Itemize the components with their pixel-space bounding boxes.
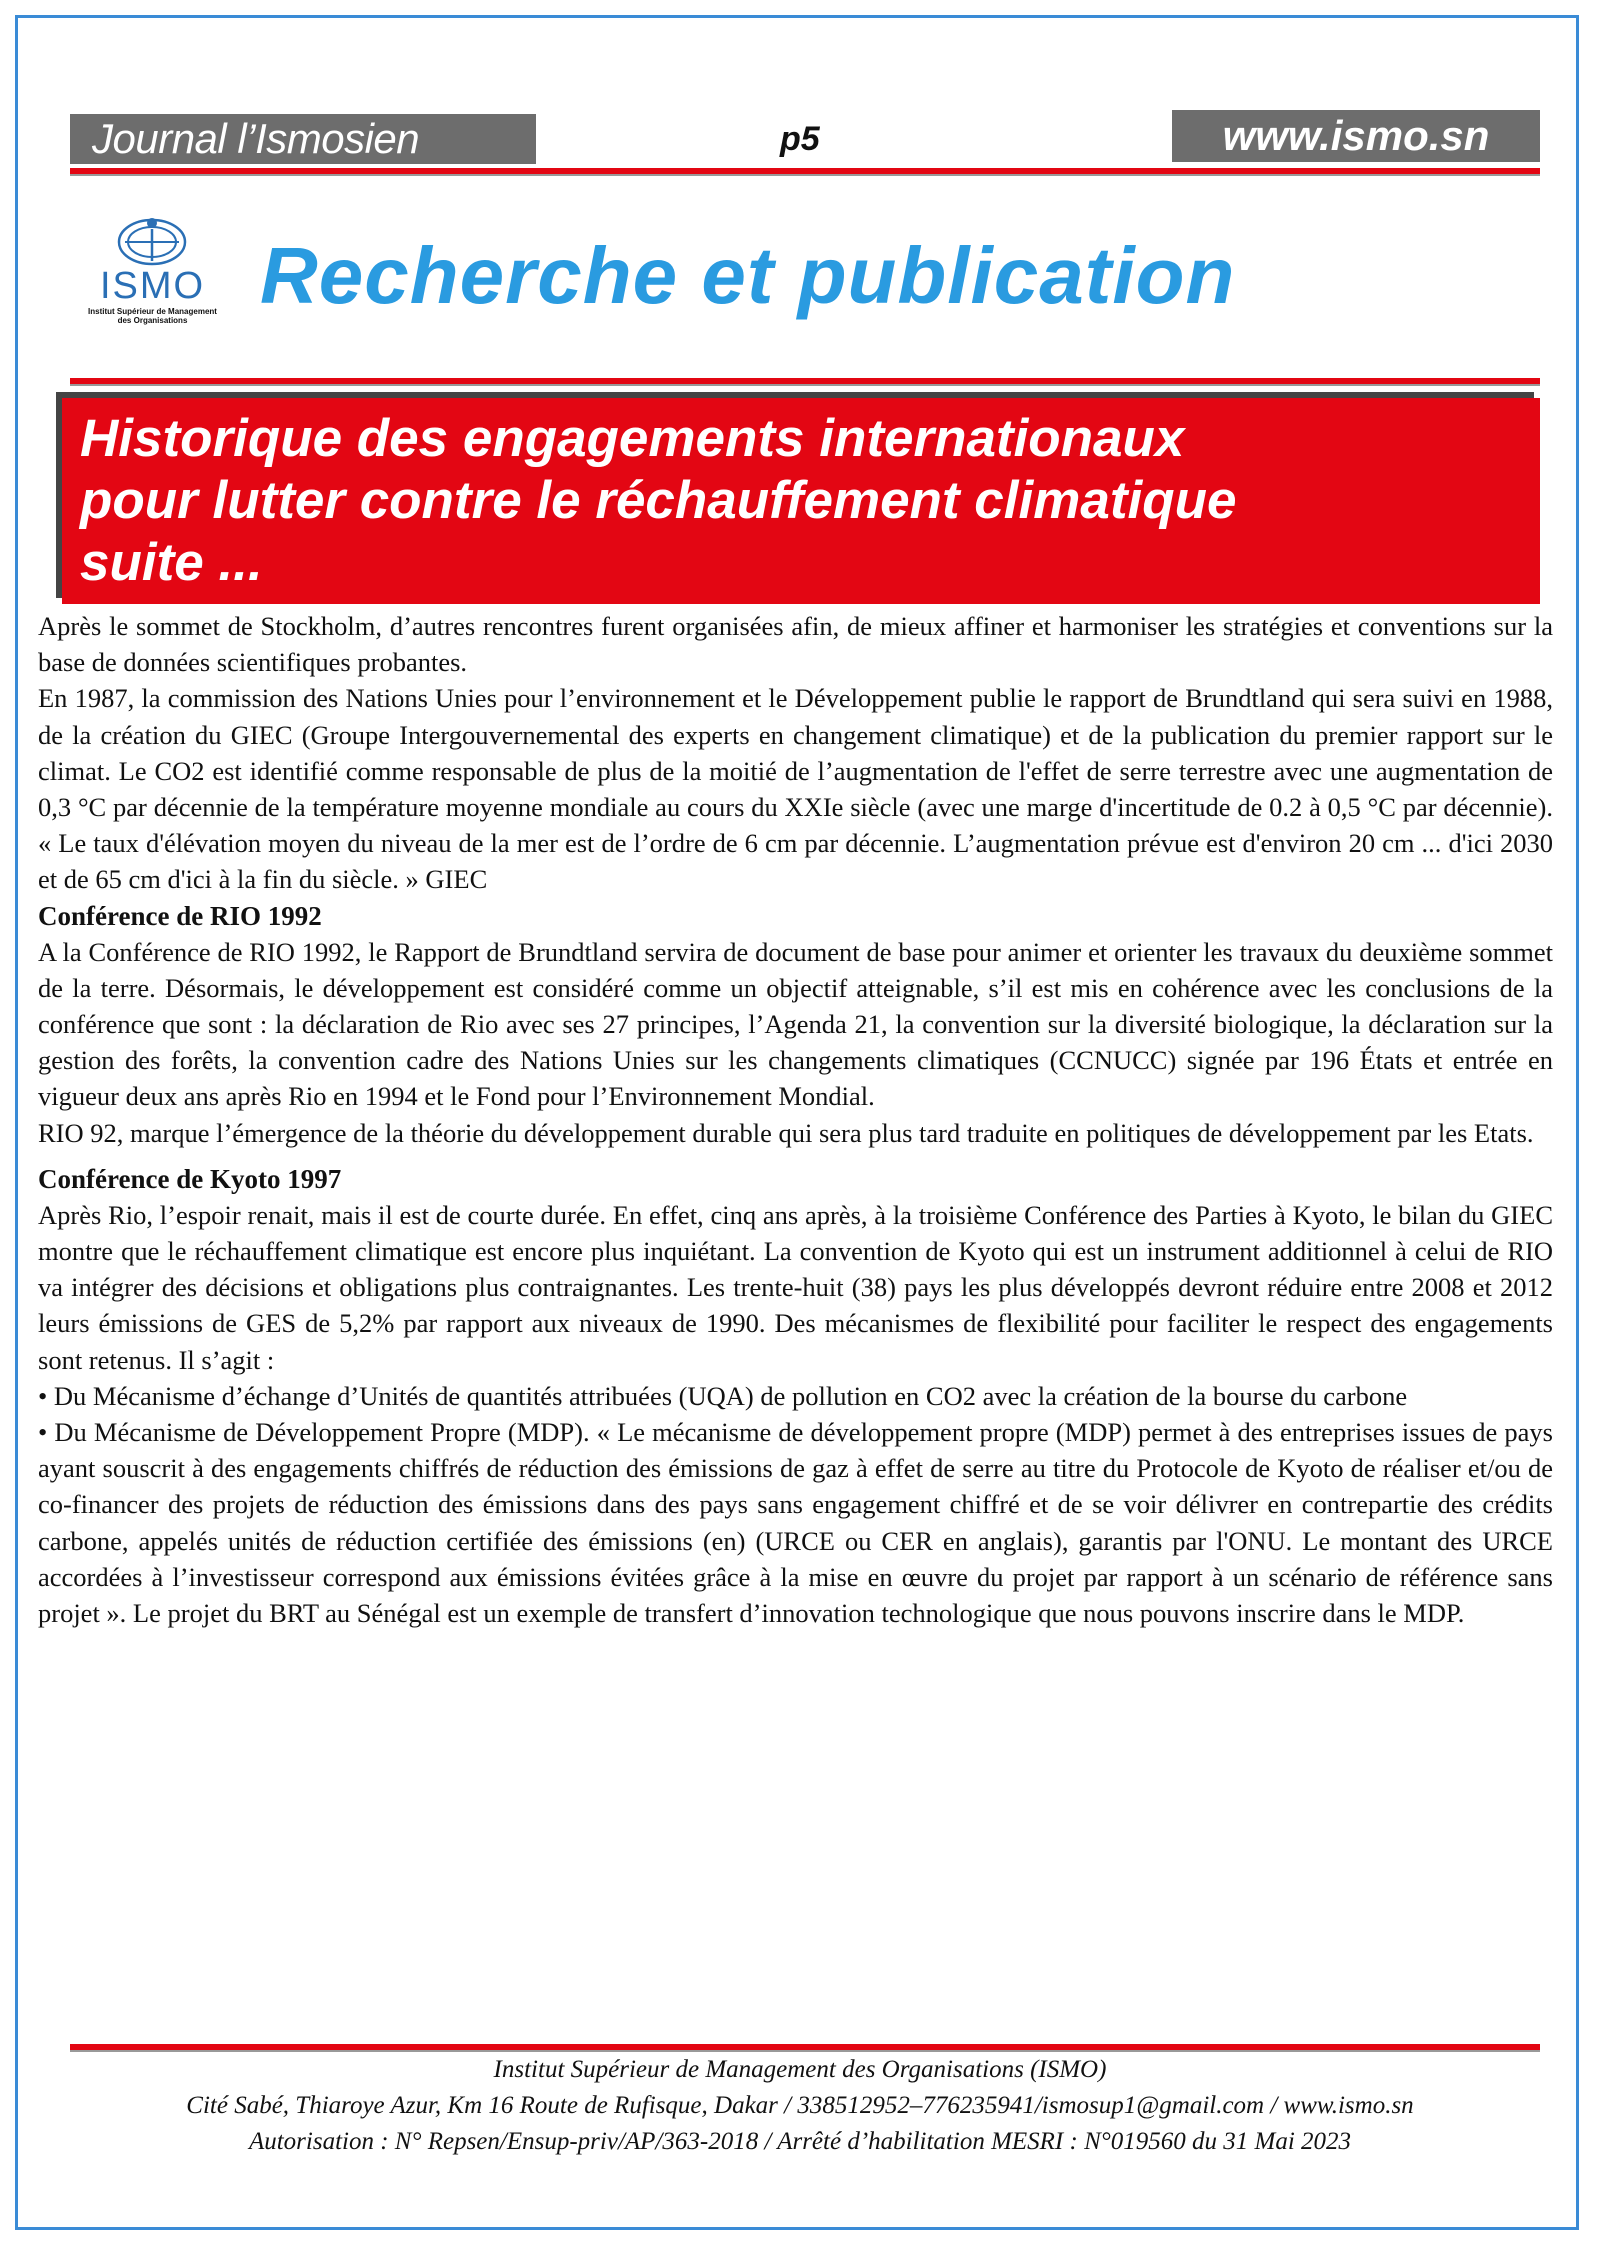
title-line-1: Historique des engagements internationaux [80, 409, 1185, 468]
footer-institution: Institut Supérieur de Management des Organisations (ISMO) [493, 2056, 1107, 2083]
rio-paragraph-2: RIO 92, marque l’émergence de la théorie du développement durable qui sera plus tard traduite en politiques de développement par les Etats. [38, 1117, 1534, 1148]
page-number: p5 [780, 120, 820, 158]
intro-paragraph-1: Après le sommet de Stockholm, d’autres rencontres furent organisées afin, de mieux affiner et harmoniser les stratégies et conventions sur la base de données scientifiques probantes. [38, 611, 1553, 678]
logo-subtitle [80, 307, 225, 325]
intro-paragraph-2: En 1987, la commission des Nations Unies pour l’environnement et le Développement publie le rapport de Brundtland qui sera suivi en 1988, de la création du GIEC (Groupe Intergouvernemental des experts en changement climatique) et de la publication du premier rapport sur le climat. Le CO2 est identifié comme responsable de plus de la moitié de l’augmentation de l'effet de serre terrestre avec une augmentation de 0,3 °C par décennie de la température moyenne mondiale au cours du XXIe siècle (avec une marge d'incertitude de 0.2 à 0,5 °C par décennie). « Le taux d'élévation moyen du niveau de la mer est de l’ordre de 6 cm par décennie. L’augmentation prévue est d'environ 20 cm ... d'ici 2030 et de 65 cm d'ici à la fin du siècle. » GIEC [38, 683, 1553, 895]
article-body [38, 608, 1553, 1631]
logo-subtitle-line-1: Institut Supérieur de Management [88, 307, 217, 316]
article-title [62, 398, 1540, 604]
section-title: Recherche et publication [260, 231, 1236, 320]
logo-text: ISMO [99, 265, 206, 307]
header-divider [70, 168, 1540, 176]
logo-subtitle-line-2: des Organisations [117, 316, 188, 325]
section-divider [70, 378, 1540, 386]
footer-authorization: Autorisation : N° Repsen/Ensup-priv/AP/363-2018 / Arrêté d’habilitation MESRI : N°019560 du 31 Mai 2023 [248, 2128, 1352, 2155]
rio-paragraph-1: A la Conférence de RIO 1992, le Rapport de Brundtland servira de document de base pour animer et orienter les travaux du deuxième sommet de la terre. Désormais, le développement est considéré comme un objectif atteignable, s’il est mis en cohérence avec les conclusions de la conférence que sont : la déclaration de Rio avec ses 27 principes, l’Agenda 21, la convention sur la diversité biologique, la déclaration sur la gestion des forêts, la convention cadre des Nations Unies sur les changements climatiques (CCNUCC) signée par 196 États et entrée en vigueur deux ans après Rio en 1994 et le Fond pour l’Environnement Mondial. [38, 936, 1553, 1112]
journal-name: Journal l’Ismosien [70, 114, 536, 164]
title-line-2: pour lutter contre le réchauffement climatique [80, 471, 1237, 530]
kyoto-paragraph: Après Rio, l’espoir renait, mais il est de courte durée. En effet, cinq ans après, à la troisième Conférence des Parties à Kyoto, le bilan du GIEC montre que le réchauffement climatique est encore plus inquiétant. La convention de Kyoto qui est un instrument additionnel à celui de RIO va intégrer des décisions et obligations plus contraignantes. Les trente-huit (38) pays les plus développés devront réduire entre 2008 et 2012 leurs émissions de GES de 5,2% par rapport aux niveaux de 1990. Des mécanismes de flexibilité pour faciliter le respect des engagements sont retenus. Il s’agit : [38, 1199, 1553, 1375]
website-link[interactable]: www.ismo.sn [1172, 110, 1540, 162]
rio-heading: Conférence de RIO 1992 [38, 900, 322, 931]
ismo-logo [80, 215, 225, 325]
footer [0, 2052, 1600, 2160]
title-line-3: suite ... [80, 533, 263, 592]
footer-divider [70, 2044, 1540, 2052]
kyoto-heading: Conférence de Kyoto 1997 [38, 1163, 342, 1194]
globe-icon [115, 215, 190, 267]
kyoto-bullet-2: • Du Mécanisme de Développement Propre (MDP). « Le mécanisme de développement propre (MDP) permet à des entreprises issues de pays ayant souscrit à des engagements chiffrés de réduction des émissions de gaz à effet de serre au titre du Protocole de Kyoto de réaliser et/ou de co-financer des projets de réduction des émissions dans des pays sans engagement chiffré et de se voir délivrer en contrepartie des crédits carbone, appelés unités de réduction certifiée des émissions (en) (URCE ou CER en anglais), garantis par l'ONU. Le montant des URCE accordées à l’investisseur correspond aux émissions évitées grâce à la mise en œuvre du projet par rapport à un scénario de référence sans projet ». Le projet du BRT au Sénégal est un exemple de transfert d’innovation technologique que nous pouvons inscrire dans le MDP. [38, 1417, 1553, 1629]
kyoto-bullet-1: • Du Mécanisme d’échange d’Unités de quantités attribuées (UQA) de pollution en CO2 avec la création de la bourse du carbone [38, 1380, 1408, 1411]
footer-contact: Cité Sabé, Thiaroye Azur, Km 16 Route de Rufisque, Dakar / 338512952–776235941/ismosup1@gmail.com / www.ismo.sn [186, 2092, 1414, 2119]
